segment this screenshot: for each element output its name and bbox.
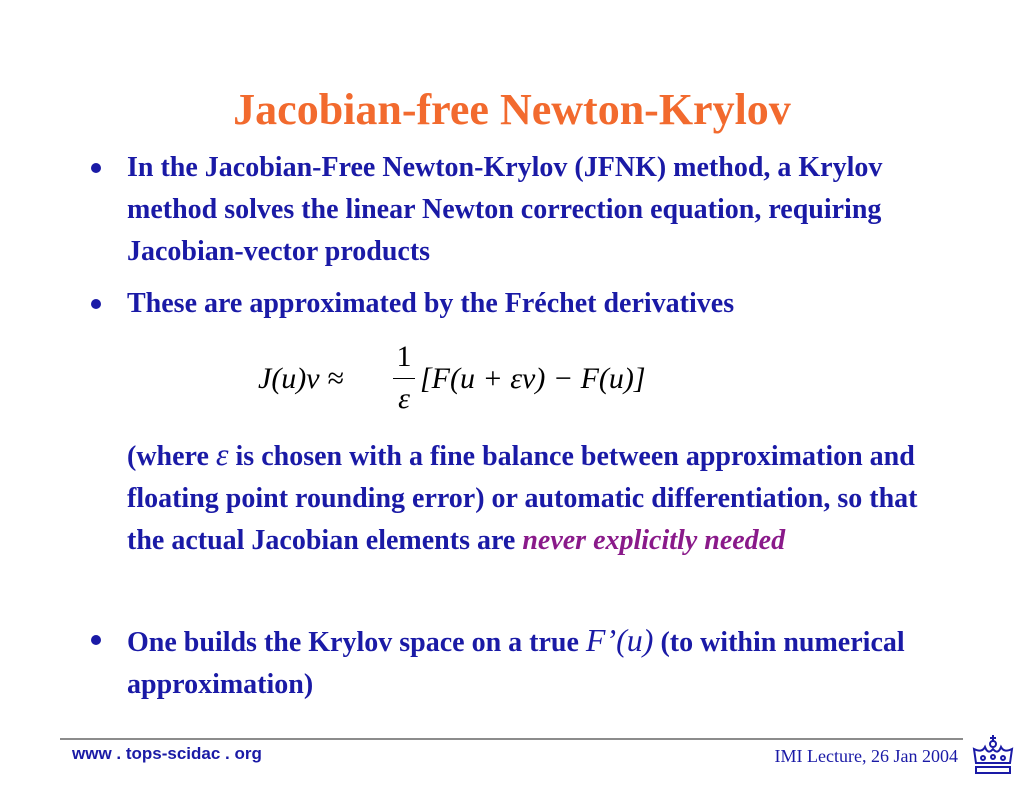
slide-title: Jacobian-free Newton-Krylov — [233, 85, 791, 134]
footer-url-link[interactable]: www . tops-scidac . org — [72, 744, 262, 763]
bullet-3-before: One builds the Krylov space on a true — [127, 627, 586, 658]
equation-lhs — [258, 362, 344, 396]
fraction-numerator: 1 — [396, 340, 412, 373]
fraction-bar — [393, 378, 415, 379]
equation-rhs — [420, 362, 646, 396]
epsilon-symbol: ε — [215, 436, 229, 472]
footer-rule — [60, 738, 963, 740]
footer-lecture-label: IMI Lecture, 26 Jan 2004 — [774, 746, 958, 766]
equation-rhs-text: [F(u + εv) − F(u)] — [420, 362, 646, 395]
bullet-3-math: F’(u) — [585, 622, 654, 658]
crown-icon — [970, 733, 1016, 777]
bullet-text: In the Jacobian-Free Newton-Krylov (JFNK) method, a Krylov method solves the linear Newton correction equation, requiring Jacobian-vector products — [127, 152, 883, 267]
fraction-denominator: ε — [398, 382, 410, 415]
frechet-equation — [258, 340, 718, 420]
note-middle: is chosen with a fine balance between approximation and floating point rounding error) or automatic differentiation, so that the actual Jacobian elements are — [127, 441, 918, 556]
bullet-dot — [91, 299, 101, 309]
bullet-dot — [91, 635, 101, 645]
bullet-dot — [91, 163, 101, 173]
equation-lhs-text: J(u)v ≈ — [258, 362, 344, 395]
note-paragraph — [127, 433, 927, 562]
note-open: (where — [127, 441, 216, 472]
bullet-text: These are approximated by the Fréchet derivatives — [127, 288, 735, 319]
bullet-3-after: (to within numerical approximation) — [127, 627, 905, 700]
note-emphasis: never explicitly needed — [522, 525, 786, 556]
bullet-text — [127, 619, 927, 706]
